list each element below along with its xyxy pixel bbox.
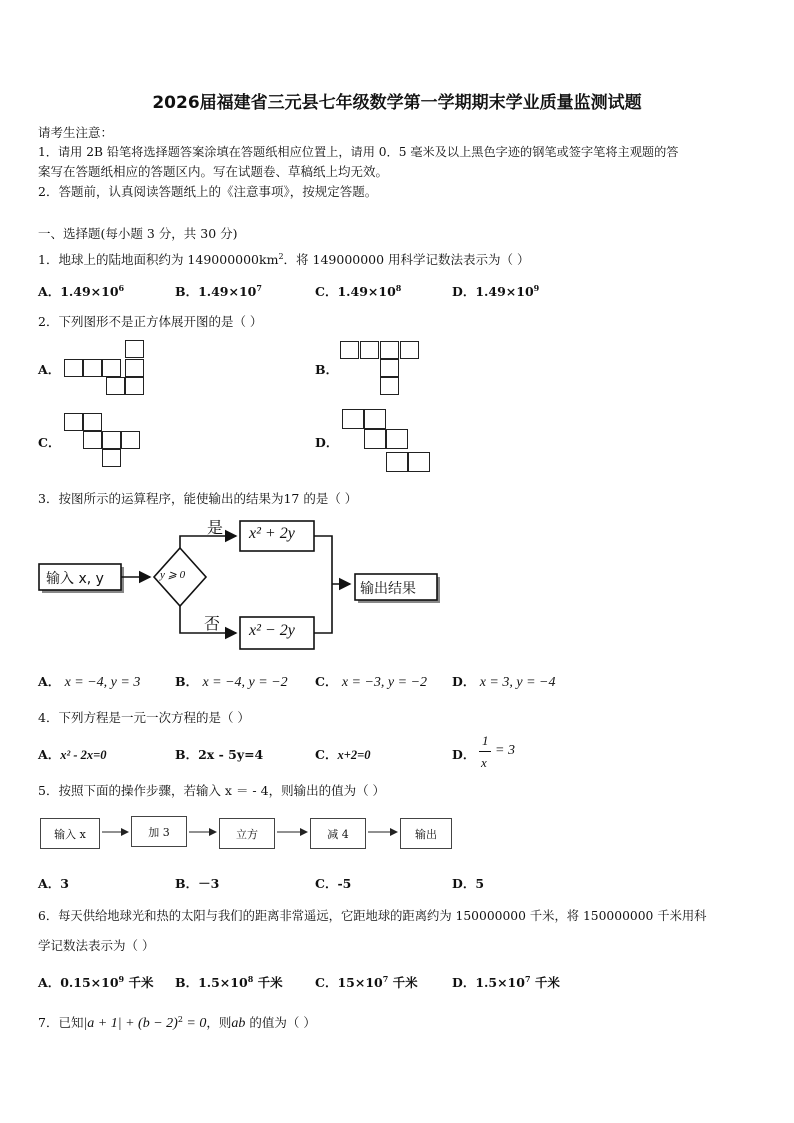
flow-yes-label: 是: [207, 518, 224, 537]
q3-option-b[interactable]: B． x = −4, y = −2: [175, 674, 288, 690]
q3-option-c[interactable]: C． x = −3, y = −2: [315, 674, 428, 690]
flow-top-expression: x² + 2y: [249, 525, 295, 542]
q6-option-a[interactable]: A．$0.15\times 10^9$ 千米: [38, 973, 154, 990]
q5-option-d[interactable]: D．5: [452, 876, 485, 891]
q1-option-b[interactable]: B．$1.49\times 10^7$: [175, 282, 262, 299]
flow-bottom-expression: x² − 2y: [249, 622, 295, 639]
q5-option-b[interactable]: B．－3: [175, 876, 220, 891]
question-2-stem: 2．下列图形不是正方体展开图的是（ ）: [38, 314, 263, 329]
section-heading: 一、选择题(每小题 3 分，共 30 分): [38, 226, 238, 241]
notice-item2: 2．答题前，认真阅读答题纸上的《注意事项》，按规定答题。: [38, 184, 378, 199]
q6-option-c[interactable]: C．$15\times 10^7$ 千米: [315, 973, 418, 990]
q4-option-b[interactable]: B．2x - 5y=4: [175, 747, 264, 762]
q4-option-a[interactable]: A．x² - 2x=0: [38, 747, 107, 762]
q5-step-add3: 加 3: [131, 816, 187, 847]
q6-option-b[interactable]: B．$1.5\times 10^8$ 千米: [175, 973, 283, 990]
q2-option-d[interactable]: D．: [315, 435, 339, 450]
flow-no-label: 否: [204, 614, 221, 633]
notice-item1-line2: 案写在答题纸相应的答题区内。写在试题卷、草稿纸上均无效。: [38, 164, 389, 179]
q5-step-input: 输入 x: [40, 818, 100, 849]
q2-option-c[interactable]: C．: [38, 435, 61, 450]
notice-head: 请考生注意：: [38, 125, 114, 140]
q2-option-a[interactable]: A．: [38, 362, 61, 377]
q5-option-a[interactable]: A．3: [38, 876, 69, 891]
flow-output-label: 输出结果: [360, 581, 416, 597]
q4-option-c[interactable]: C．x+2=0: [315, 747, 371, 762]
q3-option-a[interactable]: A． x = −4, y = 3: [38, 674, 141, 690]
question-4-stem: 4．下列方程是一元一次方程的是（ ）: [38, 710, 250, 725]
question-1-stem: 1．地球上的陆地面积约为 $149000000km^2$．将 149000000 用科学记数法表示为（ ）: [38, 251, 530, 267]
flow-input-label: 输入 x, y: [46, 571, 104, 587]
question-5-stem: 5．按照下面的操作步骤，若输入 x ＝ - 4，则输出的值为（ ）: [38, 783, 386, 798]
q3-option-d[interactable]: D． x = 3, y = −4: [452, 674, 556, 690]
page-title: 2026届福建省三元县七年级数学第一学期期末学业质量监测试题: [152, 93, 642, 113]
q5-step-output: 输出: [400, 818, 452, 849]
q5-step-cube: 立方: [219, 818, 275, 849]
notice-item1-line1: 1．请用 2B 铅笔将选择题答案涂填在答题纸相应位置上，请用 0．5 毫米及以上黑色字迹的钢笔或签字笔将主观题的答: [38, 145, 679, 159]
q4-option-d[interactable]: D．: [452, 747, 476, 762]
question-7-stem: 7．已知$|a + 1| + (b - 2)^2 = 0$，则ab 的值为（ ）: [38, 1014, 316, 1031]
q1-option-a[interactable]: A．$1.49\times 10^6$: [38, 282, 125, 299]
flow-condition: y ⩾ 0: [160, 569, 186, 581]
q1-option-d[interactable]: D．$1.49\times 10^9$: [452, 282, 540, 299]
q5-step-minus4: 减 4: [310, 818, 366, 849]
question-6-stem-line1: 6．每天供给地球光和热的太阳与我们的距离非常遥远，它距地球的距离约为 150000000 千米，将 150000000 千米用科: [38, 909, 707, 923]
q1-option-c[interactable]: C．$1.49\times 10^8$: [315, 282, 402, 299]
question-6-stem-line2: 学记数法表示为（ ）: [38, 938, 155, 953]
q6-option-d[interactable]: D．$1.5\times 10^7$ 千米: [452, 973, 560, 990]
q2-option-b[interactable]: B．: [315, 362, 339, 377]
q5-option-c[interactable]: C．-5: [315, 876, 352, 891]
question-3-stem: 3．按图所示的运算程序，能使输出的结果为17 的是（ ）: [38, 491, 358, 506]
